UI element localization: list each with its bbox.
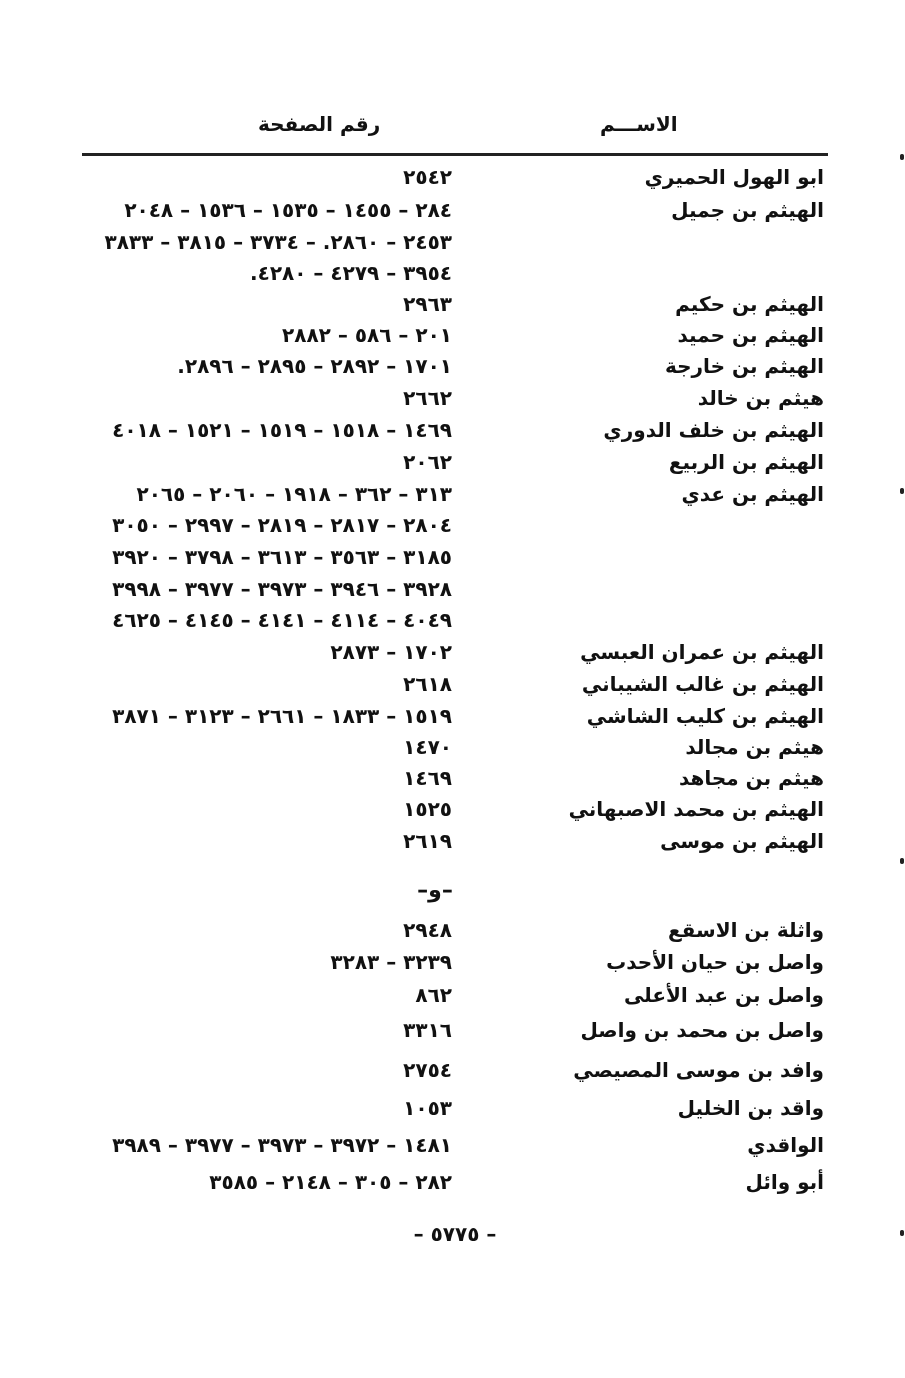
entry-pages: ٢٦٦٢	[403, 386, 452, 410]
entry-pages: ٢٠١ – ٥٨٦ – ٢٨٨٢	[282, 323, 452, 347]
entry-pages: ١٧٠١ – ٢٨٩٢ – ٢٨٩٥ – ٢٨٩٦.	[177, 354, 452, 378]
margin-mark	[900, 1230, 904, 1236]
entry-name: أبو وائل	[745, 1170, 824, 1194]
entry-name: الهيثم بن الربيع	[668, 450, 824, 474]
entry-pages: ٣٩٥٤ – ٤٢٧٩ – ٤٢٨٠.	[250, 261, 452, 285]
entry-name: واصل بن حيان الأحدب	[606, 950, 824, 974]
entry-pages: ٢٩٤٨	[403, 918, 452, 942]
entry-pages: ٢٦١٩	[403, 829, 452, 853]
entry-name: ابو الهول الحميري	[644, 165, 824, 189]
entry-pages: ٣٢٣٩ – ٣٢٨٣	[330, 950, 452, 974]
entry-name: الهيثم بن خلف الدوري	[603, 418, 824, 442]
entry-pages: ٣٩٢٨ – ٣٩٤٦ – ٣٩٧٣ – ٣٩٧٧ – ٣٩٩٨	[112, 577, 452, 601]
entry-pages: ٤٠٤٩ – ٤١١٤ – ٤١٤١ – ٤١٤٥ – ٤٦٢٥	[112, 608, 452, 632]
entry-name: هيثم بن مجالد	[685, 735, 824, 759]
entry-pages: ٢٤٥٣ – ٢٨٦٠. – ٣٧٣٤ – ٣٨١٥ – ٣٨٣٣	[104, 230, 452, 254]
entry-name: واصل بن عبد الأعلى	[623, 983, 824, 1007]
entry-pages: ٢٨٤ – ١٤٥٥ – ١٥٣٥ – ١٥٣٦ – ٢٠٤٨	[124, 198, 452, 222]
margin-mark	[900, 858, 904, 864]
entry-name: الهيثم بن عدي	[681, 482, 824, 506]
entry-pages: ٣١٣ – ٣٦٢ – ١٩١٨ – ٢٠٦٠ – ٢٠٦٥	[136, 482, 452, 506]
entry-pages: ٣٣١٦	[403, 1018, 452, 1042]
entry-pages: ١٠٥٣	[403, 1096, 452, 1120]
entry-pages: ١٥١٩ – ١٨٣٣ – ٢٦٦١ – ٣١٢٣ – ٣٨٧١	[112, 704, 452, 728]
entry-name: الهيثم بن غالب الشيباني	[581, 672, 824, 696]
page-number-column-header: رقم الصفحة	[258, 112, 381, 136]
entry-name: الهيثم بن عمران العبسي	[580, 640, 824, 664]
entry-pages: ٢٥٤٢	[403, 165, 452, 189]
entry-name: الهيثم بن خارجة	[665, 354, 824, 378]
name-column-header: الاســـم	[600, 112, 678, 136]
entry-pages: ٢٠٦٢	[403, 450, 452, 474]
entry-name: واقد بن الخليل	[677, 1096, 824, 1120]
entry-pages: ٢٩٦٣	[403, 292, 452, 316]
entry-name: الهيثم بن موسى	[660, 829, 824, 853]
entry-name: واثلة بن الاسقع	[668, 918, 824, 942]
entry-pages: ٢٦١٨	[403, 672, 452, 696]
entry-pages: ٨٦٢	[415, 983, 452, 1007]
entry-pages: ١٤٦٩ – ١٥١٨ – ١٥١٩ – ١٥٢١ – ٤٠١٨	[112, 418, 452, 442]
entry-name: هيثم بن مجاهد	[678, 766, 824, 790]
entry-pages: ١٤٨١ – ٣٩٧٢ – ٣٩٧٣ – ٣٩٧٧ – ٣٩٨٩	[112, 1133, 452, 1157]
margin-mark	[900, 488, 904, 494]
entry-pages: ٣١٨٥ – ٣٥٦٣ – ٣٦١٣ – ٣٧٩٨ – ٣٩٢٠	[112, 545, 452, 569]
entry-pages: ٢٧٥٤	[403, 1058, 452, 1082]
entry-name: الواقدي	[747, 1133, 824, 1157]
section-letter: –و–	[417, 878, 453, 903]
entry-pages: ١٤٧٠	[403, 735, 452, 759]
entry-name: هيثم بن خالد	[697, 386, 824, 410]
entry-name: الهيثم بن كليب الشاشي	[586, 704, 824, 728]
entry-name: وافد بن موسى المصيصي	[573, 1058, 824, 1082]
entry-pages: ٢٨٠٤ – ٢٨١٧ – ٢٨١٩ – ٢٩٩٧ – ٣٠٥٠	[112, 513, 452, 537]
entry-name: الهيثم بن حميد	[677, 323, 824, 347]
entry-pages: ١٧٠٢ – ٢٨٧٣	[330, 640, 452, 664]
margin-mark	[900, 154, 904, 160]
entry-pages: ١٥٢٥	[403, 797, 452, 821]
page-number: – ٥٧٧٥ –	[413, 1222, 497, 1246]
entry-name: الهيثم بن محمد الاصبهاني	[568, 797, 824, 821]
entry-name: الهيثم بن حكيم	[675, 292, 824, 316]
entry-pages: ٢٨٢ – ٣٠٥ – ٢١٤٨ – ٣٥٨٥	[209, 1170, 452, 1194]
entry-pages: ١٤٦٩	[403, 766, 452, 790]
entry-name: واصل بن محمد بن واصل	[580, 1018, 824, 1042]
entry-name: الهيثم بن جميل	[671, 198, 824, 222]
header-divider	[82, 153, 828, 156]
